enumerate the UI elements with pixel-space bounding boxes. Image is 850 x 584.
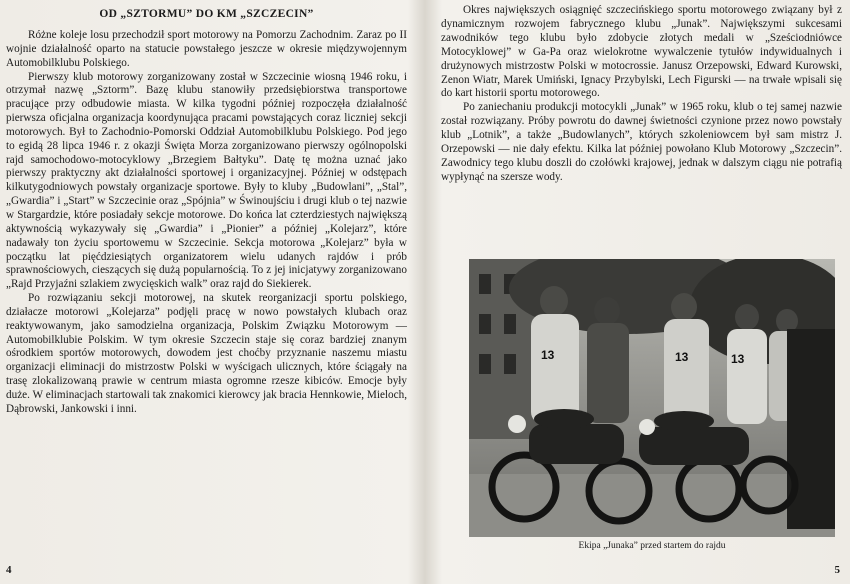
start-number: 13: [541, 348, 555, 362]
paragraph: Pierwszy klub motorowy zorganizowany został w Szczecinie wiosną 1946 roku, i otrzymał nazwę „Sztorm”. Bazę klubu stanowiły przedsiębiorstwa transportowe pracujące przy odbudowie miasta. W kilka tygodni później rozpoczęła działalność pierwsza oficjalna organizacja koordynująca pracami powstających coraz liczniej sekcji motorowych. Był to Zachodnio-Pomorski Oddział Automobilklubu Polskiego. Pod jego to egidą 28 lipca 1946 r. z okazji Święta Morza zorganizowano pierwszy ogólnopolski rajd samochodowo-motocyklowy „Brzegiem Bałtyku”. Datę tę można uznać jako pierwszy praktyczny akt działalności sportowej i organizacyjnej. Później w odstępach kilkutygodniowych powstały organizacje sportowe. Były to kluby „Budowlani”, „Stal”, „Gwardia” i „Start” w Szczecinie oraz „Spójnia” w Świnoujściu i drugi klub o tej nazwie w Stargardzie, które posiadały sekcje motorowe. Do końca lat czterdziestych największą aktywnością wykazywały się „Gwardia” i „Pionier” a później „Kolejarz”, które nadawały ton życiu sportowemu w Szczecinie. Sekcja motorowa „Kolejarz” była w początku lat pięćdziesiątych organizatorem wielu udanych rajdów i prób sprawnościowych, cieszących się dużą popularnością. To z jej inicjatywy zorganizowano „Rajd Przyjaźni szlakiem zwycięskich walk” oraz rajd do Siekierek.: [6, 70, 407, 291]
right-page: [425, 0, 850, 584]
paragraph: Okres największych osiągnięć szczecińskiego sportu motorowego związany był z dynamicznym rozwojem fabrycznego klubu „Junak”. Największymi sukcesami zawodników tego klubu było zdobycie złotych medali w „Sześciodniówce Motocyklowej” w Ga-Pa oraz wielokrotne wywalczenie tytułów indywidualnych i drużynowych mistrzostw Polski w motocrossie. Janusz Orzepowski, Edward Kurowski, Zenon Wiatr, Marek Umiński, Ignacy Przybylski, Lech Figurski — na trwałe wpisali się do kart historii sportu motorowego.: [441, 4, 842, 100]
photo-caption: Ekipa „Junaka” przed startem do rajdu: [578, 541, 726, 551]
start-number: 13: [731, 352, 745, 366]
paragraph: Po zaniechaniu produkcji motocykli „Junak” w 1965 roku, klub o tej samej nazwie został rozwiązany. Próby powrotu do dawnej świetności czynione przez nowo powstały klub „Lotnik”, a także „Budowlanych”, których szkoleniowcem był sam mistrz J. Orzepowski — nie dały efektu. Kilka lat później powołano Klub Motorowy „Szczecin”. Zawodnicy tego klubu doszli do czołówki krajowej, jednak w dalszym ciągu nie potrafią wypłynąć na szersze wody.: [441, 101, 842, 183]
page-number: 5: [834, 564, 840, 576]
team-photo: [469, 259, 835, 537]
chapter-title: OD „SZTORMU” DO KM „SZCZECIN”: [99, 8, 314, 20]
start-number: 13: [675, 350, 689, 364]
photo-illustration: [469, 259, 835, 537]
page-number: 4: [6, 564, 12, 576]
paragraph: Różne koleje losu przechodził sport motorowy na Pomorzu Zachodnim. Zaraz po II wojnie działalność oparto na statucie powstałego jeszcze w okresie międzywojennym Automobilklubu Polskiego.: [6, 29, 407, 69]
paragraph: Po rozwiązaniu sekcji motorowej, na skutek reorganizacji sportu polskiego, działacze motorowi „Kolejarza” podjęli pracę w nowo powstałych klubach oraz reaktywowanym, jako samodzielna organizacja, Polskim Związku Motorowym — Automobilklubie Polskim. W tym okresie Szczecin staje się coraz bardziej znanym ośrodkiem sportów motorowych, dowodem jest choćby przyznanie naszemu miastu organizacji eliminacji do mistrzostw Polski w wyścigach ulicznych, które ściągały na trasę zlokalizowaną prawie w centrum miasta ogromne rzesze kibiców. Emocje były duże. W eliminacjach startowali tak znakomici kierowcy jak bracia Hennkowie, Mieloch, Dąbrowski, Jankowski i inni.: [6, 292, 407, 415]
